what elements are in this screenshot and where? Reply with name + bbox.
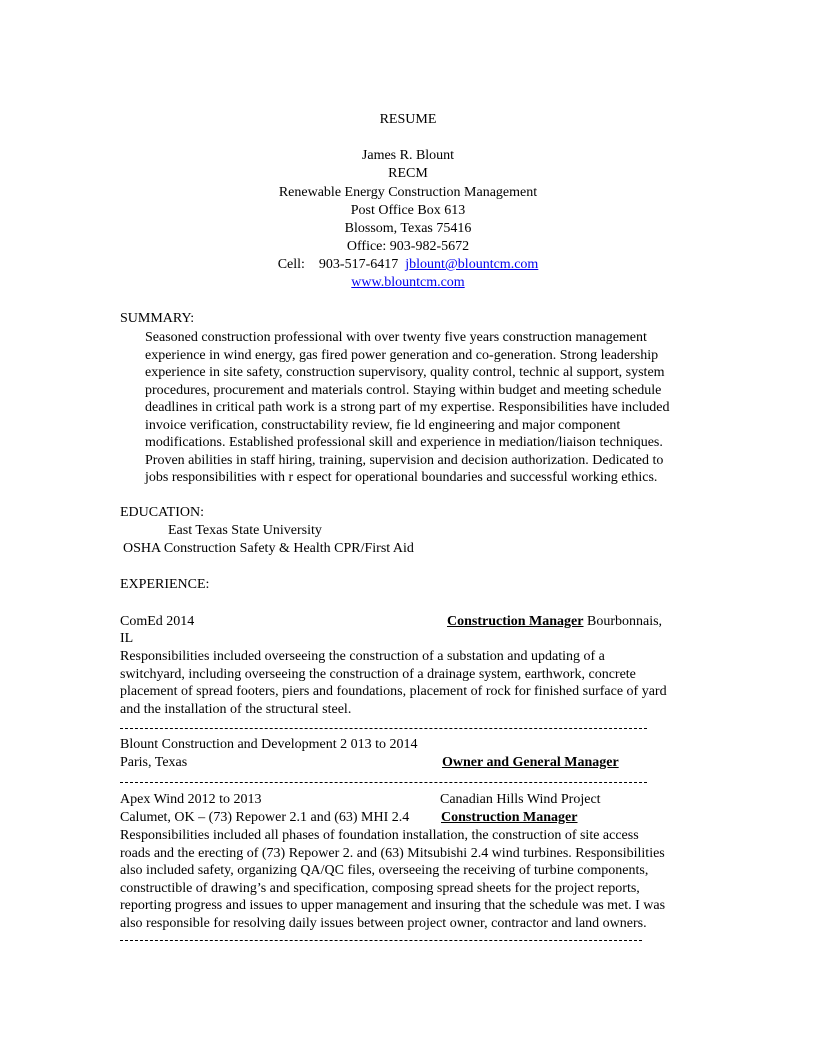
summary-line: modifications. Established professional skill and experience in mediation/liaison techniques. [145,435,663,450]
job1-line: switchyard, including overseeing the construction of a drainage system, earthwork, concrete [120,666,636,682]
address-line-2: Blossom, Texas 75416 [344,221,472,236]
website-link[interactable]: www.blountcm.com [351,275,465,290]
summary-line: invoice verification, constructability review, fie ld engineering and major component [145,417,621,433]
summary-heading: SUMMARY: [120,311,195,326]
resume-title: RESUME [379,112,437,127]
job1-description [120,648,667,718]
divider [120,940,642,941]
job1-line: and the installation of the structural steel. [120,701,352,717]
job3-location: Calumet, OK – (73) Repower 2.1 and (63) MHI 2.4 [120,810,410,825]
email-link[interactable]: jblount@blountcm.com [405,257,539,272]
education-school: East Texas State University [168,523,322,538]
job3-line: also responsible for resolving daily issues between project owner, contractor and land owners. [120,915,647,931]
job2-location: Paris, Texas [120,755,188,770]
summary-line: experience in site safety, construction supervisory, quality control, technic al support, system [145,365,665,380]
cell-number: 903-517-6417 [318,257,399,272]
summary-line: Proven abilities in staff hiring, training, supervision and decision authorization. Dedicated to [145,452,664,468]
education-heading: EDUCATION: [120,505,204,520]
job1-location: Bourbonnais, [583,614,663,629]
summary-line: jobs responsibilities with r espect for operational boundaries and successful working ethics. [145,470,658,485]
job3-line: constructible of drawing’s and specification, composing spread sheets for the project reports, [120,880,640,896]
job2-company: Blount Construction and Development 2 013 to 2014 [120,737,418,752]
summary-line: procedures, procurement and materials control. Staying within budget and meeting schedule [145,382,662,398]
job3-line: Responsibilities included all phases of foundation installation, the construction of site access [120,828,639,843]
job1-company: ComEd 2014 [120,614,195,629]
job3-title: Construction Manager [441,810,578,825]
job1-line: placement of spread footers, piers and foundations, placement of rock for finished surface of yard [120,684,667,699]
summary-line: deadlines in critical path work is a strong part of my expertise. Responsibilities have included [145,400,670,415]
job3-company: Apex Wind 2012 to 2013 [120,792,262,807]
job1-title: Construction Manager [447,614,584,629]
job2-title: Owner and General Manager [442,755,619,770]
contact-line [0,256,816,274]
divider [120,782,647,783]
job1-location-cont: IL [120,631,134,646]
job3-project: Canadian Hills Wind Project [440,792,601,807]
job3-description [120,827,665,932]
person-name: James R. Blount [361,148,455,163]
address-line-1: Post Office Box 613 [350,203,466,218]
job3-line: also included safety, organizing QA/QC files, overseeing the receiving of turbine components, [120,863,649,878]
job1-line: Responsibilities included overseeing the construction of a substation and updating of a [120,649,605,664]
summary-line: Seasoned construction professional with over twenty five years construction management [145,330,647,345]
divider [120,728,647,729]
job1-title-line [447,613,662,631]
cell-label: Cell: [277,257,305,272]
education-certs: OSHA Construction Safety & Health CPR/First Aid [123,541,414,556]
company-name: Renewable Energy Construction Management [278,185,538,200]
experience-heading: EXPERIENCE: [120,577,210,592]
summary-text [145,329,669,487]
job3-line: roads and the erecting of (73) Repower 2. and (63) Mitsubishi 2.4 wind turbines. Responsibilities [120,845,665,861]
summary-line: experience in wind energy, gas fired power generation and co-generation. Strong leadership [145,347,659,363]
office-phone: Office: 903-982-5672 [346,239,470,254]
job3-line: reporting progress and issues to upper management and insuring that the schedule was met. I was [120,898,666,913]
company-abbr: RECM [388,166,428,181]
website-line [0,274,816,292]
